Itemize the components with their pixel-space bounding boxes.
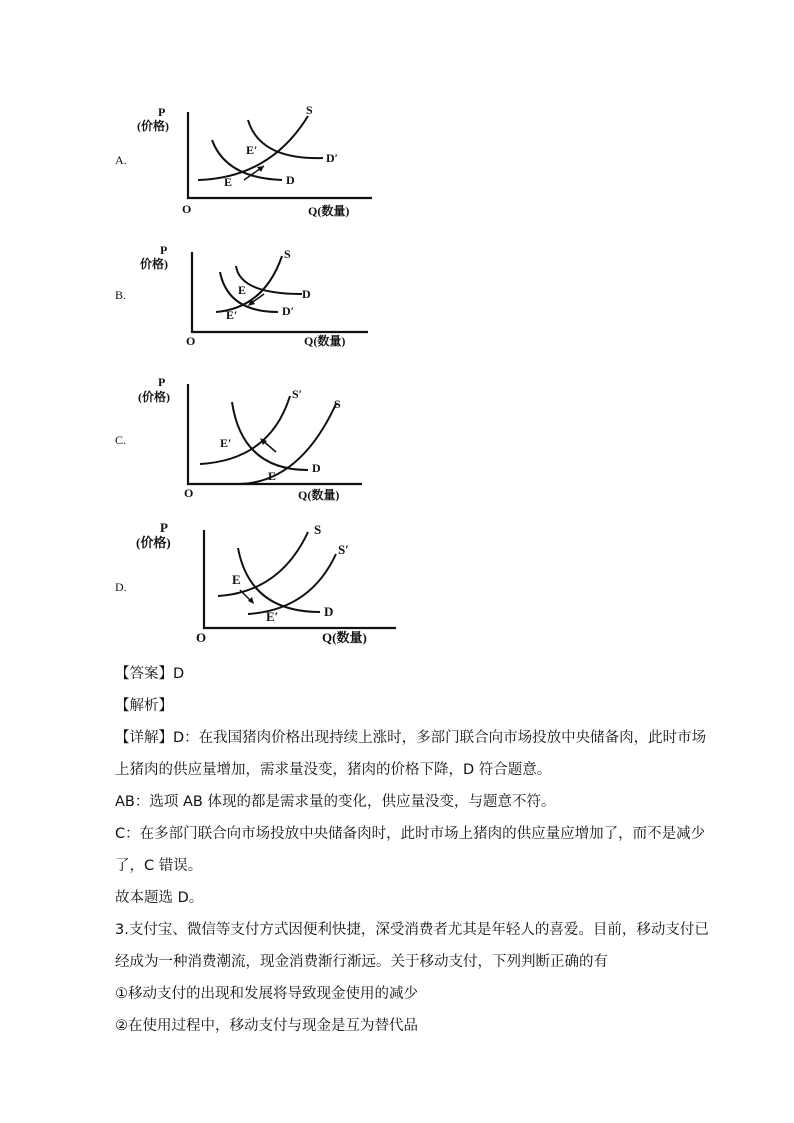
- detail-line-1: [115, 728, 706, 748]
- question-3-line-2: 经成为一种消费潮流，现金消费渐行渐远。关于移动支付，下列判断正确的有: [115, 954, 608, 970]
- demand-curve-d-prime: [248, 120, 323, 158]
- conclusion: 故本题选 D。: [115, 890, 204, 906]
- ab-explanation: AB：选项 AB 体现的都是需求量的变化，供应量没变，与题意不符。: [115, 794, 556, 810]
- option-c-letter: C.: [115, 433, 127, 447]
- detail-text-1: D：在我国猪肉价格出现持续上涨时，多部门联合向市场投放中央储备肉，此时市场: [173, 730, 707, 746]
- label-d: D: [286, 173, 295, 187]
- axis-p-label: P: [160, 520, 168, 535]
- demand-curve-d: [238, 548, 320, 612]
- c-explanation-2: 了，C 错误。: [115, 858, 203, 874]
- label-d: D: [302, 287, 311, 301]
- label-s-prime: S′: [338, 542, 349, 557]
- label-e-prime: E′: [246, 143, 258, 157]
- answer-tag: 【答案】: [115, 666, 173, 682]
- question-3-item-2: ②在使用过程中，移动支付与现金是互为替代品: [115, 1018, 418, 1034]
- graph-d: [130, 518, 410, 648]
- axis-q-label: Q(数量): [308, 204, 350, 218]
- label-e: E: [238, 283, 247, 297]
- analysis-tag: 【解析】: [115, 698, 173, 714]
- label-d: D: [324, 604, 334, 619]
- detail-tag: 【详解】: [115, 730, 173, 746]
- graph-a: [137, 100, 380, 220]
- answer-line: [115, 664, 184, 684]
- shift-arrowhead: [257, 166, 264, 172]
- label-s: S: [306, 103, 313, 117]
- origin-label: O: [184, 486, 194, 500]
- label-s: S: [284, 247, 291, 261]
- option-d-letter: D.: [115, 580, 127, 594]
- question-3-line-1: 3.支付宝、微信等支付方式因便利快捷，深受消费者尤其是年轻人的喜爱。目前，移动支付已: [115, 922, 709, 938]
- origin-label: O: [186, 334, 196, 348]
- axis-price-label: (价格): [137, 119, 169, 133]
- label-e-prime: E′: [266, 609, 279, 624]
- axis-price-label: (价格): [136, 535, 171, 550]
- axis-price-label: (价格): [138, 390, 170, 404]
- label-e-prime: E′: [220, 436, 232, 450]
- label-e: E: [268, 469, 277, 483]
- detail-line-2: 上猪肉的供应量增加，需求量没变，猪肉的价格下降，D 符合题意。: [115, 762, 552, 778]
- label-d-prime: D′: [282, 304, 295, 318]
- label-s: S: [334, 397, 341, 411]
- c-explanation-1: C：在多部门联合向市场投放中央储备肉时，此时市场上猪肉的供应量应增加了，而不是减少: [115, 826, 706, 842]
- option-b-letter: B.: [115, 288, 127, 302]
- label-s-prime: S′: [292, 387, 303, 401]
- graph-b: [140, 242, 380, 352]
- origin-label: O: [196, 630, 207, 645]
- origin-label: O: [182, 202, 192, 216]
- axes: [188, 112, 372, 198]
- axis-p-label: P: [158, 105, 166, 119]
- label-e: E: [232, 572, 241, 587]
- option-a-letter: A.: [115, 153, 127, 167]
- axis-p-label: P: [158, 375, 166, 389]
- graph-c: [140, 372, 390, 507]
- axis-price-label: 价格): [140, 257, 168, 271]
- label-d-prime: D′: [326, 151, 339, 165]
- label-e: E: [224, 175, 233, 189]
- axis-q-label: Q(数量): [304, 334, 346, 348]
- axis-q-label: Q(数量): [322, 630, 367, 645]
- axis-q-label: Q(数量): [298, 488, 340, 502]
- label-e-prime: E′: [226, 308, 238, 322]
- axis-p-label: P: [160, 243, 168, 257]
- label-s: S: [314, 522, 322, 537]
- answer-value: D: [173, 666, 185, 682]
- label-d: D: [312, 461, 321, 475]
- question-3-item-1: ①移动支付的出现和发展将导致现金使用的减少: [115, 986, 418, 1002]
- supply-curve-s: [240, 404, 336, 484]
- supply-curve-s-prime: [200, 396, 290, 464]
